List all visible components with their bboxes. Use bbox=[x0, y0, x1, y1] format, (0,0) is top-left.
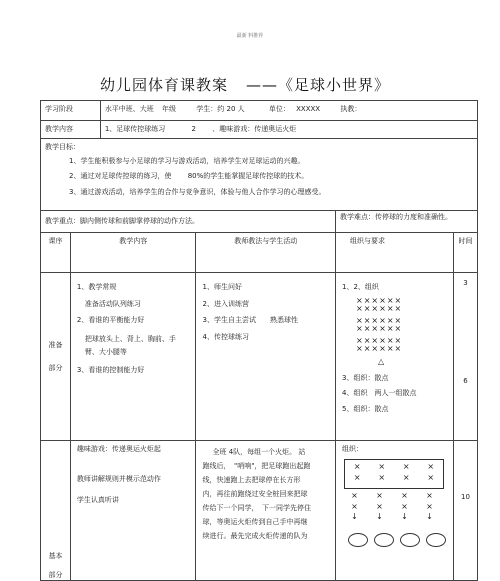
basic-organization bbox=[336, 441, 454, 581]
prep-time-1: 3 bbox=[463, 279, 468, 288]
field-row bbox=[345, 473, 443, 484]
player-cross: × bbox=[351, 501, 358, 511]
basic-content bbox=[70, 441, 196, 581]
prep-method-4: 4、传控球练习 bbox=[202, 332, 249, 341]
basic-org-label: 组织： bbox=[342, 445, 364, 454]
player-cross: × bbox=[426, 490, 433, 500]
teacher-triangle-icon: △ bbox=[378, 356, 385, 366]
basic-method bbox=[196, 441, 336, 581]
zone-oval bbox=[426, 533, 446, 547]
player-cross: × bbox=[376, 501, 383, 511]
player-cross: × bbox=[351, 490, 358, 500]
formation-row: ×××××× bbox=[356, 335, 403, 345]
unit-label: 单位： bbox=[268, 105, 290, 113]
player-cross: × bbox=[401, 501, 408, 511]
header-process: 课序 bbox=[41, 233, 71, 273]
player-cross: × bbox=[402, 461, 410, 471]
basic-label bbox=[41, 441, 71, 581]
player-cross: × bbox=[402, 472, 410, 482]
prep-org-4: 4、组织 两人一组散点 bbox=[342, 389, 417, 398]
goal-2b: 80%的学生能掌握足球传控球的技术。 bbox=[187, 172, 309, 181]
field-row bbox=[345, 460, 443, 473]
title-subtitle: ——《足球小世界》 bbox=[246, 76, 391, 94]
grade-label: 年级 bbox=[162, 105, 177, 113]
prep-content-3: 2、看谁的平衡能力好 bbox=[76, 316, 145, 325]
lesson-plan-table bbox=[40, 100, 478, 581]
key-difficulty: 教学难点：传停球的力度和准确性。 bbox=[336, 211, 478, 233]
goal-3: 3、通过游戏活动，培养学生的合作与竞争意识，体验与他人合作学习的心理感受。 bbox=[69, 187, 326, 196]
basic-content-3: 学生认真听讲 bbox=[76, 496, 119, 505]
player-cross: × bbox=[427, 461, 435, 471]
prep-content-2: 准备活动队列练习 bbox=[84, 299, 141, 308]
students-text: 学生：约 20 人 bbox=[196, 105, 245, 113]
goal-1: 1、学生能积极参与小足球的学习与游戏活动，培养学生对足球运动的兴趣。 bbox=[69, 156, 305, 165]
player-cross: × bbox=[427, 472, 435, 482]
content-row bbox=[100, 121, 477, 139]
basic-label-a: 基本 bbox=[48, 551, 63, 560]
basic-method-7: 续进行。最先完成火炬传递的队为 bbox=[202, 532, 308, 541]
teacher-label: 执教： bbox=[340, 105, 362, 113]
prep-method bbox=[196, 273, 336, 441]
formation-grid bbox=[356, 297, 447, 368]
formation-row: ×××××× bbox=[356, 323, 403, 333]
level-text: 水平中班、大班 bbox=[104, 105, 154, 113]
player-cross: × bbox=[426, 501, 433, 511]
header-content: 教学内容 bbox=[70, 233, 196, 273]
field-row bbox=[342, 491, 442, 502]
prep-time-2: 6 bbox=[463, 376, 468, 385]
basic-method-2: 跑线后， "哨响"，把足球跑出起跑 bbox=[202, 462, 311, 471]
arrow-down-icon: ↓ bbox=[376, 512, 383, 522]
content-item-1: 1、足球传控球练习 bbox=[104, 125, 166, 133]
formation-row: ×××××× bbox=[356, 343, 403, 353]
zone-oval bbox=[348, 533, 368, 547]
goals-label: 教学目标： bbox=[45, 143, 80, 152]
info-row bbox=[100, 101, 477, 121]
label-teaching-content: 教学内容 bbox=[41, 121, 101, 139]
formation-row: ×××××× bbox=[356, 303, 403, 313]
goals-cell bbox=[41, 139, 478, 211]
goal-2a: 2、通过对足球传控球的练习，使 bbox=[69, 172, 172, 181]
zone-oval bbox=[400, 533, 420, 547]
basic-method-3: 线，快速跑上去把球停在长方形 bbox=[202, 476, 301, 485]
content-item-2-num: 2 bbox=[191, 125, 196, 133]
prep-content-1: 1、教学常规 bbox=[76, 283, 117, 292]
top-note: 最新 料推荐 bbox=[0, 32, 500, 39]
prep-label-a: 准备 bbox=[48, 340, 63, 349]
basic-method-6: 球，等奥运火炬传到自己手中再继 bbox=[202, 518, 308, 527]
field-row bbox=[342, 502, 442, 513]
header-time: 时间 bbox=[454, 233, 478, 273]
player-cross: × bbox=[376, 490, 383, 500]
title-text: 幼儿园体育课教案 bbox=[100, 76, 229, 94]
prep-time bbox=[454, 273, 478, 441]
player-cross: × bbox=[378, 461, 386, 471]
prep-org-5: 5、组织：散点 bbox=[342, 404, 389, 413]
player-cross: × bbox=[401, 490, 408, 500]
zone-oval bbox=[374, 533, 394, 547]
formation-row: ×××××× bbox=[356, 295, 403, 305]
player-cross: × bbox=[353, 472, 361, 482]
prep-content-5: 3、看谁的控制能力好 bbox=[76, 366, 145, 375]
header-organization: 组织与要求 bbox=[336, 233, 454, 273]
basic-content-2: 教师讲解规则并模示范动作 bbox=[76, 474, 161, 483]
torch-zones bbox=[348, 533, 447, 547]
player-cross: × bbox=[378, 472, 386, 482]
prep-org-3: 3、组织：散点 bbox=[342, 373, 389, 382]
game-field-diagram bbox=[344, 459, 444, 489]
basic-content-1: 趣味游戏：传递奥运火炬起 bbox=[76, 445, 161, 454]
document-title bbox=[100, 74, 390, 95]
player-cross: × bbox=[353, 461, 361, 471]
prep-label bbox=[41, 273, 71, 441]
prep-method-1: 1、师生问好 bbox=[202, 283, 242, 292]
basic-method-5: 传给下一个同学， 下一同学先停住 bbox=[202, 504, 311, 513]
prep-label-b: 部分 bbox=[48, 363, 63, 372]
prep-content bbox=[70, 273, 196, 441]
basic-time: 10 bbox=[454, 441, 478, 581]
content-item-2: 、趣味游戏：传递奥运火炬 bbox=[212, 125, 297, 133]
basic-method-4: 内，再往前跑绕过安全桩回来把球 bbox=[202, 490, 308, 499]
prep-method-2: 2、进入训练营 bbox=[202, 299, 249, 308]
arrow-row bbox=[342, 512, 442, 523]
prep-org-1: 1、2、组织 bbox=[342, 283, 379, 292]
goal-2 bbox=[69, 172, 473, 181]
prep-content-4: 把球放头上、背上、胸前、手臂、大小腿等 bbox=[84, 334, 176, 357]
key-focus: 教学重点：脚内侧传球和前脚掌停球的动作方法。 bbox=[41, 211, 336, 233]
arrow-down-icon: ↓ bbox=[426, 512, 433, 522]
arrow-down-icon: ↓ bbox=[401, 512, 408, 522]
header-method: 教师教法与学生活动 bbox=[196, 233, 336, 273]
basic-label-b: 部分 bbox=[48, 571, 63, 579]
label-learning-stage: 学习阶段 bbox=[41, 101, 101, 121]
formation-row: ×××××× bbox=[356, 315, 403, 325]
basic-method-1: 全班 4队，每组一个火炬。 站 bbox=[212, 448, 306, 457]
unit-value: XXXXX bbox=[296, 105, 321, 113]
arrow-down-icon: ↓ bbox=[351, 512, 358, 522]
prep-method-3: 3、学生自主尝试 熟悉球性 bbox=[202, 316, 298, 325]
prep-organization bbox=[336, 273, 454, 441]
